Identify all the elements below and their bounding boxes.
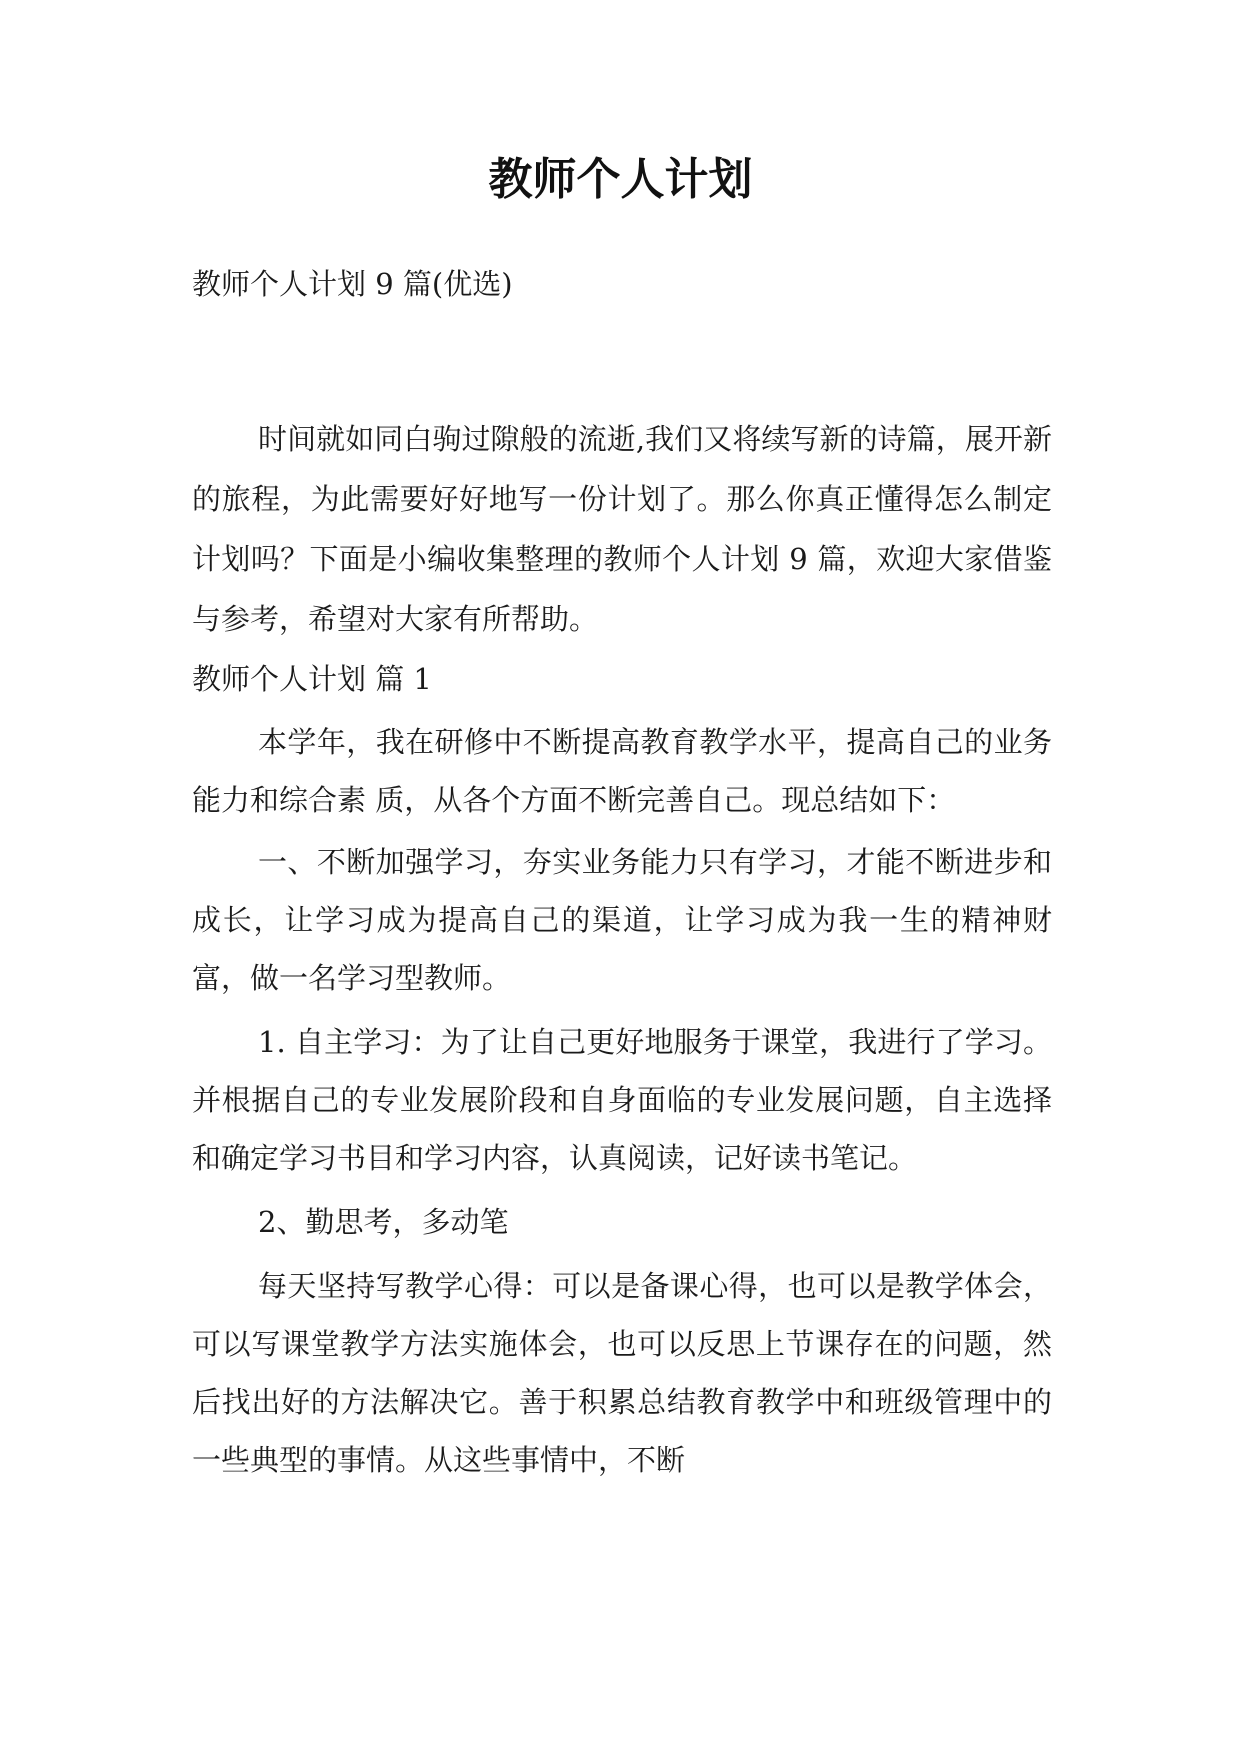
intro-paragraph: 时间就如同白驹过隙般的流逝,我们又将续写新的诗篇，展开新的旅程，为此需要好好地写一份计划了。那么你真正懂得怎么制定计划吗？下面是小编收集整理的教师个人计划 9 篇，欢迎大家借鉴与参考，希望对大家有所帮助。 (192, 422, 1052, 636)
section-heading: 教师个人计划 篇 1 (192, 662, 432, 696)
document-body (192, 409, 1052, 1489)
body-paragraph: 一、不断加强学习，夯实业务能力只有学习，才能不断进步和成长，让学习成为提高自己的渠道，让学习成为我一生的精神财富，做一名学习型教师。 (192, 845, 1052, 995)
body-paragraph: 1. 自主学习：为了让自己更好地服务于课堂，我进行了学习。并根据自己的专业发展阶段和自身面临的专业发展问题，自主选择和确定学习书目和学习内容，认真阅读，记好读书笔记。 (192, 1025, 1052, 1175)
body-paragraph: 每天坚持写教学心得：可以是备课心得，也可以是教学体会，可以写课堂教学方法实施体会，也可以反思上节课存在的问题，然后找出好的方法解决它。善于积累总结教育教学中和班级管理中的一些典型的事情。从这些事情中，不断 (192, 1269, 1052, 1477)
document-subtitle: 教师个人计划 9 篇(优选) (192, 267, 513, 301)
body-paragraph: 本学年，我在研修中不断提高教育教学水平，提高自己的业务能力和综合素 质，从各个方面不断完善自己。现总结如下： (192, 725, 1052, 817)
document-title: 教师个人计划 (488, 154, 753, 205)
body-paragraph: 2、勤思考，多动笔 (258, 1205, 509, 1239)
